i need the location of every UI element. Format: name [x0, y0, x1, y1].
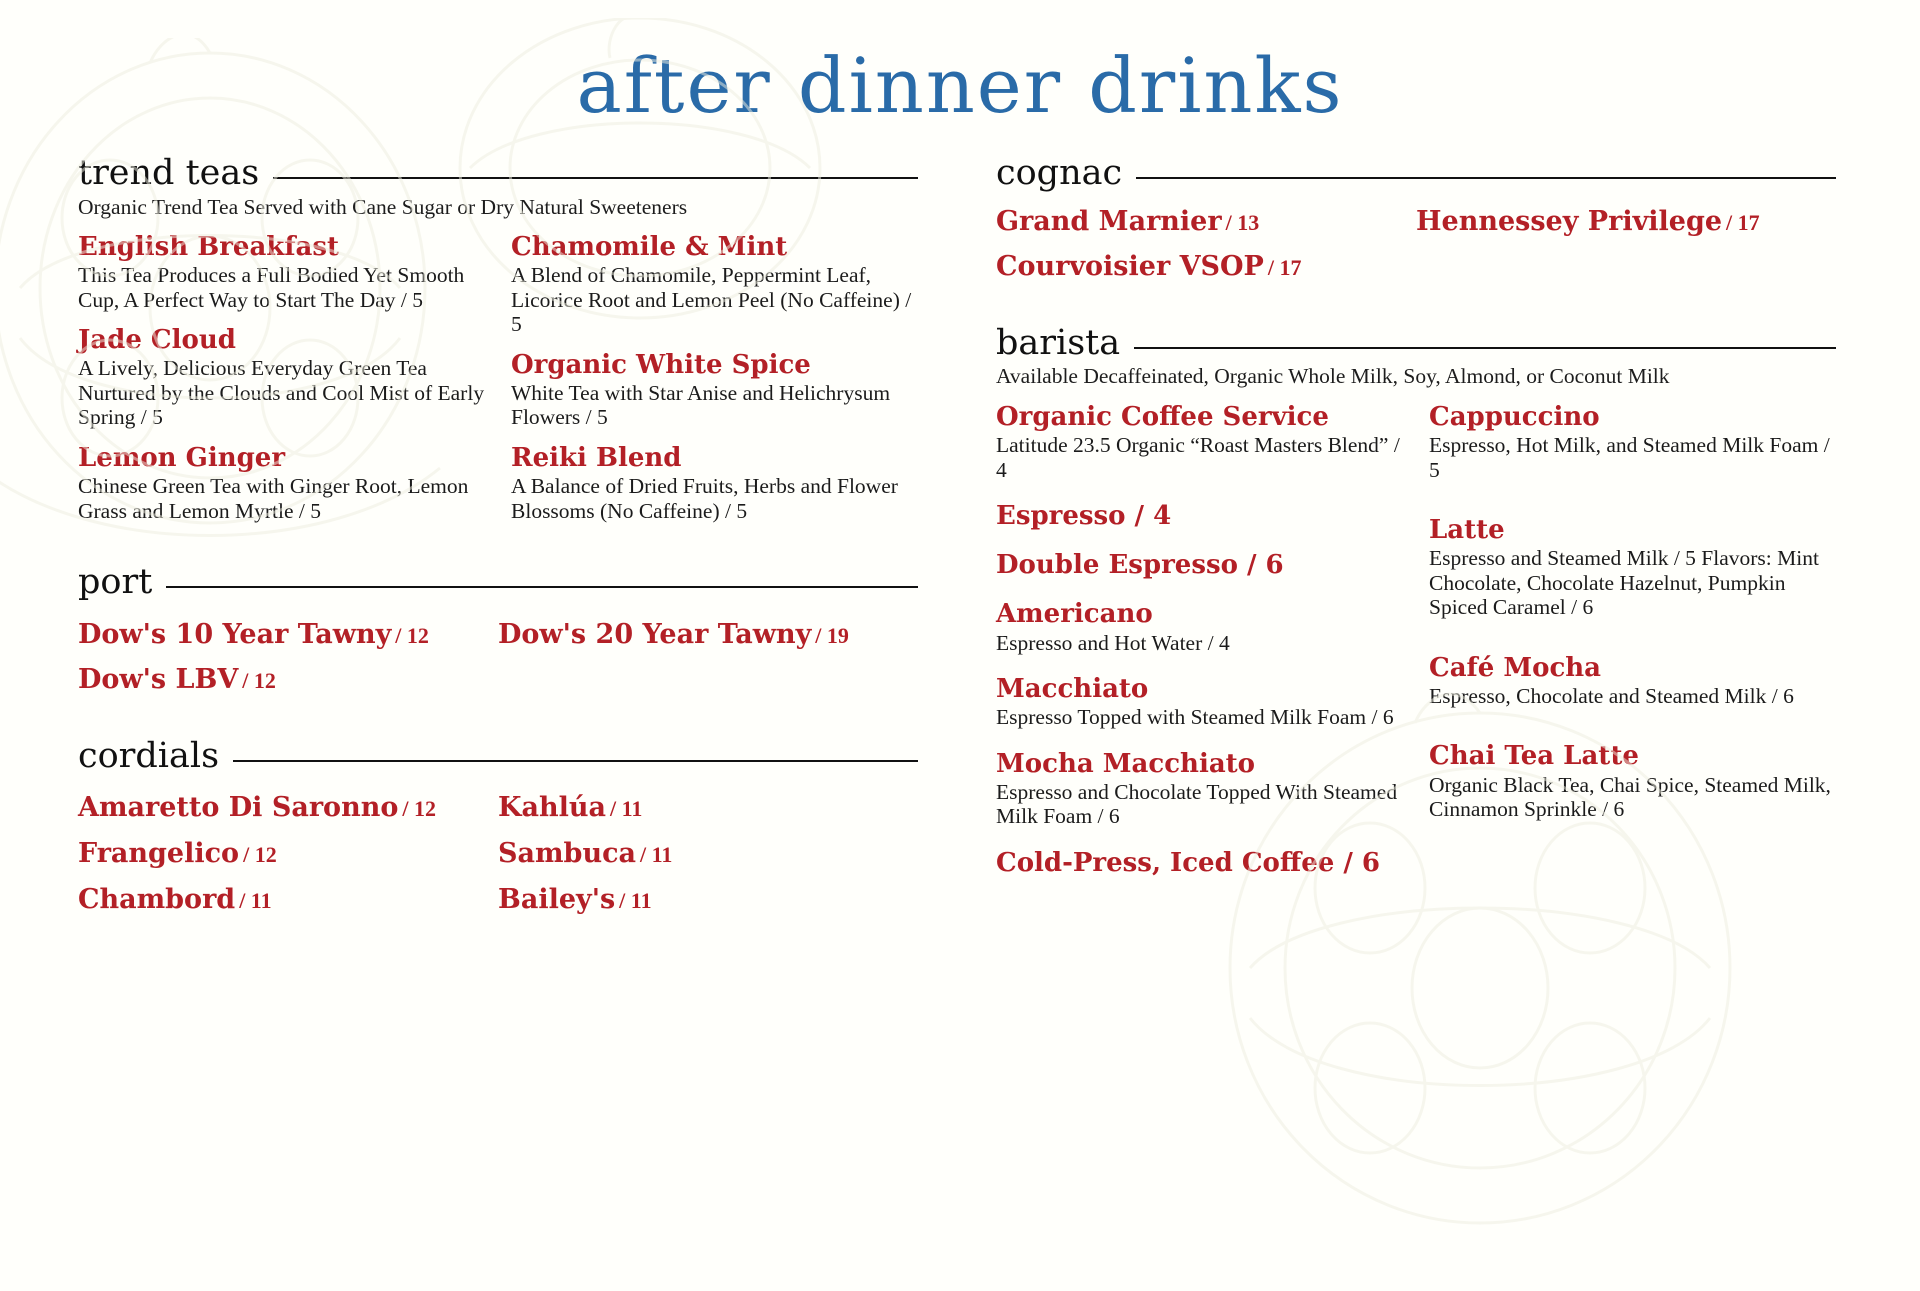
item-name: Chamomile & Mint — [511, 232, 788, 263]
menu-item — [1429, 403, 1836, 482]
item-name: Chai Tea Latte — [1429, 741, 1639, 772]
menu-item — [511, 233, 918, 337]
item-price: / 12 — [402, 796, 436, 822]
item-price: / 11 — [619, 887, 652, 913]
barista-items — [996, 403, 1836, 898]
menu-item — [996, 675, 1403, 730]
menu-item — [78, 885, 498, 915]
menu-item — [996, 403, 1403, 482]
trend-teas-heading-text: trend teas — [78, 153, 260, 193]
item-description: A Blend of Chamomile, Peppermint Leaf, Licorice Root and Lemon Peel (No Caffeine) / 5 — [511, 263, 912, 337]
menu-item — [1429, 654, 1836, 709]
item-name: Cold-Press, Iced Coffee / 6 — [996, 847, 1380, 878]
item-name: Americano — [996, 599, 1153, 630]
item-name: Espresso / 4 — [996, 501, 1172, 532]
item-description: White Tea with Star Anise and Helichrysum Flowers / 5 — [511, 380, 891, 430]
item-name: English Breakfast — [78, 232, 340, 263]
item-price: / 11 — [640, 842, 673, 868]
item-name: Sambuca — [498, 838, 637, 870]
heading-rule — [1134, 347, 1836, 349]
heading-rule — [233, 760, 918, 762]
section-port — [78, 563, 918, 711]
trend-teas-right-items — [511, 233, 918, 537]
menu-item — [78, 620, 498, 650]
section-barista — [996, 324, 1836, 898]
menu-item — [996, 252, 1416, 282]
item-description: Espresso and Steamed Milk / 5 Flavors: Mint Chocolate, Chocolate Hazelnut, Pumpkin Spiced Caramel / 6 — [1429, 546, 1819, 620]
item-name: Chambord — [78, 883, 236, 915]
menu-item — [78, 326, 485, 430]
menu-item — [996, 849, 1403, 878]
menu-item — [996, 750, 1403, 829]
cognac-heading — [996, 154, 1836, 193]
item-description: Latitude 23.5 Organic “Roast Masters Blend” / 4 — [996, 433, 1400, 482]
menu-item — [498, 620, 918, 650]
menu-item — [78, 233, 485, 312]
item-name: Macchiato — [996, 674, 1149, 705]
menu-item — [498, 793, 918, 823]
cognac-items — [996, 207, 1836, 298]
item-name: Lemon Ginger — [78, 442, 286, 473]
heading-rule — [166, 586, 918, 588]
menu-item — [498, 885, 918, 915]
heading-rule — [273, 177, 918, 179]
cordials-heading-text: cordials — [78, 735, 220, 776]
item-price: / 12 — [395, 622, 429, 648]
item-description: Espresso Topped with Steamed Milk Foam / 6 — [996, 705, 1394, 730]
trend-teas-left-items — [78, 233, 485, 537]
item-name: Dow's 10 Year Tawny — [78, 618, 392, 650]
item-name: Double Espresso / 6 — [996, 550, 1284, 581]
item-name: Courvoisier VSOP — [996, 251, 1264, 283]
item-description: Chinese Green Tea with Ginger Root, Lemon Grass and Lemon Myrtle / 5 — [78, 474, 469, 523]
item-name: Hennessey Privilege — [1416, 205, 1723, 237]
item-description: A Lively, Delicious Everyday Green Tea Nurtured by the Clouds and Cool Mist of Early Spring / 5 — [78, 356, 485, 430]
heading-rule — [1136, 177, 1836, 179]
item-price: / 17 — [1267, 255, 1302, 281]
menu-item — [78, 793, 498, 823]
section-trend-teas — [78, 154, 918, 537]
left-column — [78, 154, 918, 938]
trend-teas-heading — [78, 154, 918, 193]
item-name: Organic White Spice — [511, 349, 811, 380]
barista-left-items — [996, 403, 1403, 898]
menu-item — [1429, 516, 1836, 620]
item-price: / 11 — [239, 887, 272, 913]
item-description: Espresso, Hot Milk, and Steamed Milk Foam / 5 — [1429, 433, 1830, 482]
barista-subtitle: Available Decaffeinated, Organic Whole Milk, Soy, Almond, or Coconut Milk — [996, 364, 1670, 389]
item-name: Reiki Blend — [511, 442, 682, 473]
item-description: A Balance of Dried Fruits, Herbs and Flower Blossoms (No Caffeine) / 5 — [511, 474, 898, 523]
port-items — [78, 620, 918, 711]
item-name: Bailey's — [498, 883, 616, 915]
menu-item — [511, 351, 918, 430]
menu-page — [0, 41, 1920, 1291]
item-description: Organic Black Tea, Chai Spice, Steamed Milk, Cinnamon Sprinkle / 6 — [1429, 772, 1831, 822]
item-name: Latte — [1429, 515, 1505, 546]
item-name: Amaretto Di Saronno — [78, 792, 399, 824]
menu-item — [996, 551, 1403, 580]
cordials-heading — [78, 737, 918, 776]
trend-teas-items — [78, 233, 918, 537]
item-name: Café Mocha — [1429, 652, 1602, 683]
menu-columns — [78, 154, 1842, 938]
menu-item — [996, 502, 1403, 531]
section-cordials — [78, 737, 918, 931]
menu-item — [511, 444, 918, 523]
item-description: Espresso and Hot Water / 4 — [996, 630, 1230, 655]
menu-item — [78, 444, 485, 523]
right-column — [996, 154, 1836, 906]
port-heading-text: port — [78, 562, 153, 603]
menu-item — [1416, 207, 1836, 237]
item-name: Dow's LBV — [78, 664, 239, 696]
menu-item — [1429, 742, 1836, 821]
barista-heading-text: barista — [996, 322, 1121, 363]
port-heading — [78, 563, 918, 602]
menu-item — [498, 839, 918, 869]
item-price: / 19 — [815, 622, 849, 648]
item-name: Organic Coffee Service — [996, 402, 1329, 433]
barista-heading — [996, 324, 1836, 363]
menu-item — [996, 600, 1403, 655]
item-name: Dow's 20 Year Tawny — [498, 618, 812, 650]
menu-item — [78, 839, 498, 869]
item-name: Kahlúa — [498, 792, 606, 824]
item-price: / 17 — [1726, 209, 1760, 235]
item-price: / 11 — [609, 796, 643, 822]
item-price: / 12 — [242, 668, 276, 694]
item-name: Frangelico — [78, 838, 240, 870]
cordials-items — [78, 793, 918, 930]
item-description: Espresso and Chocolate Topped With Steamed Milk Foam / 6 — [996, 779, 1398, 829]
item-name: Grand Marnier — [996, 205, 1222, 237]
section-cognac — [996, 154, 1836, 298]
cognac-heading-text: cognac — [996, 153, 1123, 193]
item-description: Espresso, Chocolate and Steamed Milk / 6 — [1429, 683, 1794, 708]
menu-item — [78, 665, 498, 695]
page-title: after dinner drinks — [576, 41, 1344, 130]
item-name: Mocha Macchiato — [996, 748, 1256, 779]
item-name: Jade Cloud — [78, 325, 236, 356]
item-price: / 13 — [1225, 209, 1260, 235]
item-price: / 12 — [243, 842, 277, 868]
menu-item — [996, 207, 1416, 237]
item-name: Cappuccino — [1429, 402, 1600, 433]
trend-teas-subtitle: Organic Trend Tea Served with Cane Sugar or Dry Natural Sweeteners — [78, 194, 688, 219]
item-description: This Tea Produces a Full Bodied Yet Smooth Cup, A Perfect Way to Start The Day / 5 — [78, 263, 465, 312]
barista-right-items — [1429, 403, 1836, 898]
